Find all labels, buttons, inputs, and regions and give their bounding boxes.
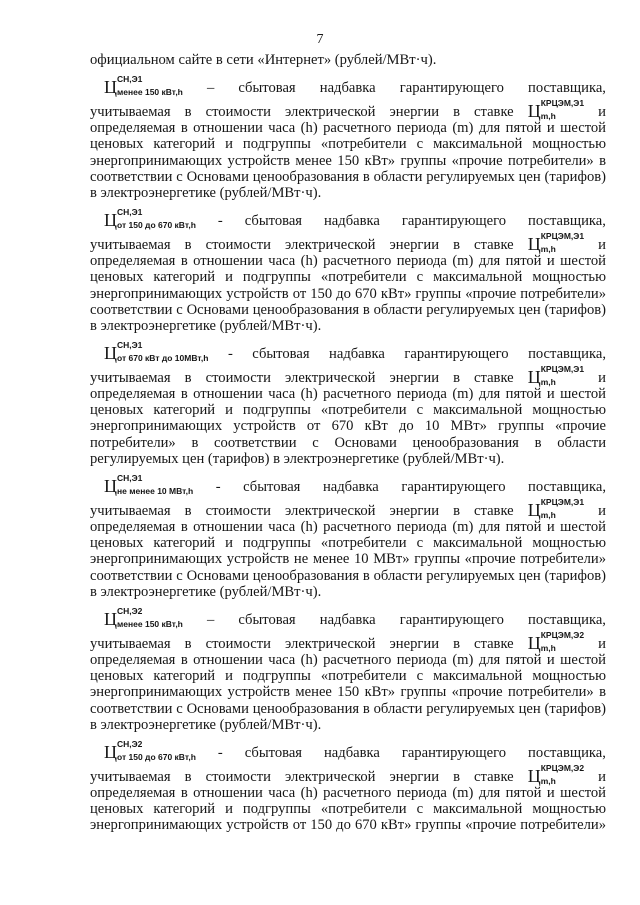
definition-text-line: ценовых категорий и подгруппы «потребители с максимальной мощностью xyxy=(90,269,606,286)
definition-word: ставке xyxy=(474,768,514,785)
definition-word: - xyxy=(227,345,233,362)
definition-last-line: в электроэнергетике (рублей/МВт·ч). xyxy=(90,184,322,201)
definition-word: учитываемая xyxy=(90,635,171,652)
definition-word: гарантирующего xyxy=(404,345,509,362)
definition-word: в xyxy=(184,103,192,120)
document-body xyxy=(90,52,606,833)
definition-word: электрической xyxy=(285,103,376,120)
definition-second-line xyxy=(90,231,606,253)
definition-paragraph xyxy=(90,203,606,334)
rate-symbol xyxy=(527,98,585,122)
definition-last-line: регулируемых цен (тарифов) в электроэнергетике (рублей/МВт·ч). xyxy=(90,450,505,467)
rate-symbol-base: Ц xyxy=(527,632,541,653)
rate-symbol xyxy=(527,364,585,388)
definition-word: учитываемая xyxy=(90,369,171,386)
definition-word: учитываемая xyxy=(90,236,171,253)
tariff-symbol-subscript: от 150 до 670 кВт,h xyxy=(117,751,196,762)
definition-word: и xyxy=(598,369,606,386)
tariff-symbol xyxy=(104,207,196,231)
definition-word: энергии xyxy=(389,502,440,519)
definition-word: поставщика, xyxy=(528,611,606,628)
definition-text-line: определяемая в отношении часа (h) расчетного периода (m) для пятой и шестой xyxy=(90,120,606,137)
definition-word: энергии xyxy=(389,369,440,386)
definition-word: энергии xyxy=(389,768,440,785)
definition-word: и xyxy=(598,236,606,253)
page-number: 7 xyxy=(316,32,324,47)
rate-symbol-subscript: m,h xyxy=(540,377,556,388)
definition-word: учитываемая xyxy=(90,103,171,120)
definition-word: в xyxy=(453,768,460,785)
definition-paragraph xyxy=(90,70,606,201)
rate-symbol-superscript: КРЦЭМ,Э1 xyxy=(540,98,585,109)
definition-word: надбавка xyxy=(329,345,385,362)
definition-text-line: энергопринимающих устройств от 150 до 670 кВт» группы «прочие потребители» xyxy=(90,285,606,302)
definition-word: - xyxy=(217,212,223,229)
tariff-symbol-base: Ц xyxy=(104,210,117,231)
definition-word: ставке xyxy=(474,369,514,386)
rate-symbol-base: Ц xyxy=(527,234,541,255)
definition-word: в xyxy=(453,635,460,652)
definition-text-line: энергопринимающих устройств менее 150 кВт» группы «прочие потребители» в xyxy=(90,152,606,169)
tariff-symbol-superscript: СН,Э1 xyxy=(117,340,143,351)
rate-symbol-subscript: m,h xyxy=(540,775,556,786)
definition-word: в xyxy=(453,369,460,386)
definition-text-line: энергопринимающих устройств не менее 10 МВт» группы «прочие потребители» xyxy=(90,551,606,568)
definition-text-line: ценовых категорий и подгруппы «потребители с максимальной мощностью xyxy=(90,668,606,685)
definition-text-line: соответствии с Основами ценообразования в области регулируемых цен (тарифов) xyxy=(90,301,606,318)
definition-word: – xyxy=(206,79,215,96)
rate-symbol-superscript: КРЦЭМ,Э2 xyxy=(540,762,585,773)
definition-word: учитываемая xyxy=(90,502,171,519)
definition-word: ставке xyxy=(474,635,514,652)
rate-symbol xyxy=(527,629,585,653)
definition-word: поставщика, xyxy=(528,744,606,761)
tariff-symbol xyxy=(104,473,194,496)
rate-symbol-subscript: m,h xyxy=(540,244,556,255)
tariff-symbol-subscript: менее 150 кВт,h xyxy=(117,618,183,629)
definition-word: в xyxy=(184,502,192,519)
definition-text-line: определяемая в отношении часа (h) расчетного периода (m) для пятой и шестой xyxy=(90,784,606,801)
definition-text-line: потребители» в соответствии с Основами ценообразования в области xyxy=(90,434,606,451)
definition-text-line: соответствии с Основами ценообразования в области регулируемых цен (тарифов) xyxy=(90,168,606,185)
definition-word: учитываемая xyxy=(90,768,171,785)
definition-word: стоимости xyxy=(205,768,271,785)
rate-symbol xyxy=(527,231,585,255)
definition-word: сбытовая xyxy=(238,611,296,628)
definition-text-line: энергопринимающих устройств от 150 до 670 кВт» группы «прочие потребители» xyxy=(90,817,606,834)
definition-word: в xyxy=(184,236,192,253)
tariff-symbol-superscript: СН,Э2 xyxy=(117,605,143,616)
rate-symbol-base: Ц xyxy=(527,500,541,520)
rate-symbol-subscript: m,h xyxy=(540,111,556,122)
definition-word: поставщика, xyxy=(528,345,606,362)
rate-symbol-subscript: m,h xyxy=(540,642,556,653)
rate-symbol-superscript: КРЦЭМ,Э2 xyxy=(540,629,585,640)
rate-symbol-subscript: m,h xyxy=(540,510,556,520)
definition-second-line xyxy=(90,98,606,120)
definition-text-line: энергопринимающих устройств от 670 кВт до 10 МВт» группы «прочие xyxy=(90,418,606,435)
tariff-symbol-superscript: СН,Э1 xyxy=(117,473,143,483)
definition-first-line xyxy=(90,602,606,628)
definition-text-line: ценовых категорий и подгруппы «потребители с максимальной мощностью xyxy=(90,136,606,153)
definition-first-line xyxy=(90,735,606,761)
definition-word: гарантирующего xyxy=(399,611,504,628)
tariff-symbol xyxy=(104,340,209,364)
definition-text-line: определяемая в отношении часа (h) расчетного периода (m) для пятой и шестой xyxy=(90,386,606,403)
definition-word: и xyxy=(598,103,606,120)
definition-word: гарантирующего xyxy=(401,478,506,495)
tariff-symbol-subscript: не менее 10 МВт,h xyxy=(117,486,194,496)
definition-word: надбавка xyxy=(322,478,379,495)
tariff-symbol-superscript: СН,Э1 xyxy=(117,207,143,218)
definition-word: поставщика, xyxy=(528,478,606,495)
definition-word: гарантирующего xyxy=(401,744,507,761)
definition-text-line: ценовых категорий и подгруппы «потребители с максимальной мощностью xyxy=(90,535,606,552)
definition-second-line xyxy=(90,630,606,652)
definition-first-line xyxy=(90,70,606,96)
definition-first-line xyxy=(90,469,606,495)
definition-word: электрической xyxy=(285,768,376,785)
definition-word: электрической xyxy=(285,635,376,652)
definition-word: энергии xyxy=(389,635,440,652)
definition-word: электрической xyxy=(285,369,376,386)
definition-text-line: определяемая в отношении часа (h) расчетного периода (m) для пятой и шестой xyxy=(90,651,606,668)
definition-word: энергии xyxy=(389,103,440,120)
definition-word: сбытовая xyxy=(238,79,296,96)
definition-word: сбытовая xyxy=(252,345,310,362)
definition-first-line xyxy=(90,336,606,362)
definition-word: и xyxy=(598,768,606,785)
tariff-symbol-base: Ц xyxy=(104,77,117,98)
tariff-symbol-base: Ц xyxy=(104,608,117,629)
rate-symbol-base: Ц xyxy=(527,765,541,786)
definition-word: надбавка xyxy=(319,611,376,628)
definition-second-line xyxy=(90,497,606,519)
definition-word: надбавка xyxy=(319,79,376,96)
definition-word: в xyxy=(184,369,192,386)
definition-text-line: ценовых категорий и подгруппы «потребители с максимальной мощностью xyxy=(90,801,606,818)
definition-word: надбавка xyxy=(324,212,380,229)
tariff-symbol xyxy=(104,605,183,629)
tariff-symbol-subscript: от 150 до 670 кВт,h xyxy=(117,220,196,231)
definition-second-line xyxy=(90,763,606,785)
rate-symbol-superscript: КРЦЭМ,Э1 xyxy=(540,364,585,375)
tariff-symbol-base: Ц xyxy=(104,741,117,762)
definition-word: стоимости xyxy=(205,369,271,386)
definition-word: ставке xyxy=(474,502,514,519)
definition-word: в xyxy=(453,236,460,253)
definition-first-line xyxy=(90,203,606,229)
tariff-symbol xyxy=(104,74,183,98)
definition-text-line: соответствии с Основами ценообразования в области регулируемых цен (тарифов) xyxy=(90,700,606,717)
definition-second-line xyxy=(90,364,606,386)
definition-paragraph xyxy=(90,336,606,467)
tariff-symbol-subscript: менее 150 кВт,h xyxy=(117,87,183,98)
definition-word: стоимости xyxy=(205,635,271,652)
rate-symbol-base: Ц xyxy=(527,367,541,388)
definition-word: и xyxy=(598,502,606,519)
definition-word: – xyxy=(206,611,215,628)
definition-word: сбытовая xyxy=(243,478,301,495)
definition-text-line: энергопринимающих устройств менее 150 кВт» группы «прочие потребители» в xyxy=(90,684,606,701)
definition-word: электрической xyxy=(285,502,376,519)
definition-word: гарантирующего xyxy=(401,212,507,229)
tariff-symbol-superscript: СН,Э1 xyxy=(117,74,143,85)
definition-last-line: в электроэнергетике (рублей/МВт·ч). xyxy=(90,716,322,733)
definition-text-line: соответствии с Основами ценообразования в области регулируемых цен (тарифов) xyxy=(90,567,606,584)
definition-last-line: в электроэнергетике (рублей/МВт·ч). xyxy=(90,317,322,334)
definition-word: электрической xyxy=(285,236,376,253)
definition-word: стоимости xyxy=(205,103,271,120)
definition-word: ставке xyxy=(474,236,514,253)
rate-symbol xyxy=(527,762,585,786)
definition-word: стоимости xyxy=(205,502,271,519)
definition-paragraph xyxy=(90,469,606,600)
tariff-symbol xyxy=(104,738,196,762)
tariff-symbol-subscript: от 670 кВт до 10МВт,h xyxy=(117,353,209,364)
definition-word: в xyxy=(184,635,192,652)
definition-text-line: определяемая в отношении часа (h) расчетного периода (m) для пятой и шестой xyxy=(90,253,606,270)
definition-word: поставщика, xyxy=(528,212,606,229)
definition-word: надбавка xyxy=(324,744,380,761)
definition-paragraph xyxy=(90,602,606,733)
definition-text-line: ценовых категорий и подгруппы «потребители с максимальной мощностью xyxy=(90,402,606,419)
definition-word: в xyxy=(184,768,192,785)
definition-word: в xyxy=(453,502,460,519)
definition-word: поставщика, xyxy=(528,79,606,96)
intro-line: официальном сайте в сети «Интернет» (рублей/МВт·ч). xyxy=(90,52,437,68)
rate-symbol-base: Ц xyxy=(527,101,541,122)
definition-word: энергии xyxy=(389,236,440,253)
definition-word: в xyxy=(453,103,460,120)
definition-word: - xyxy=(217,744,223,761)
definition-word: гарантирующего xyxy=(399,79,504,96)
rate-symbol xyxy=(527,497,585,520)
tariff-symbol-base: Ц xyxy=(104,343,117,364)
tariff-symbol-base: Ц xyxy=(104,476,117,496)
definition-last-line: в электроэнергетике (рублей/МВт·ч). xyxy=(90,583,322,600)
definition-word: и xyxy=(598,635,606,652)
definition-paragraph xyxy=(90,735,606,834)
definition-text-line: определяемая в отношении часа (h) расчетного периода (m) для пятой и шестой xyxy=(90,519,606,535)
definition-word: ставке xyxy=(474,103,514,120)
definition-word: - xyxy=(215,478,221,495)
rate-symbol-superscript: КРЦЭМ,Э1 xyxy=(540,497,585,507)
definition-word: сбытовая xyxy=(244,212,303,229)
tariff-symbol-superscript: СН,Э2 xyxy=(117,738,143,749)
rate-symbol-superscript: КРЦЭМ,Э1 xyxy=(540,231,585,242)
definition-word: стоимости xyxy=(205,236,271,253)
definition-word: сбытовая xyxy=(244,744,303,761)
